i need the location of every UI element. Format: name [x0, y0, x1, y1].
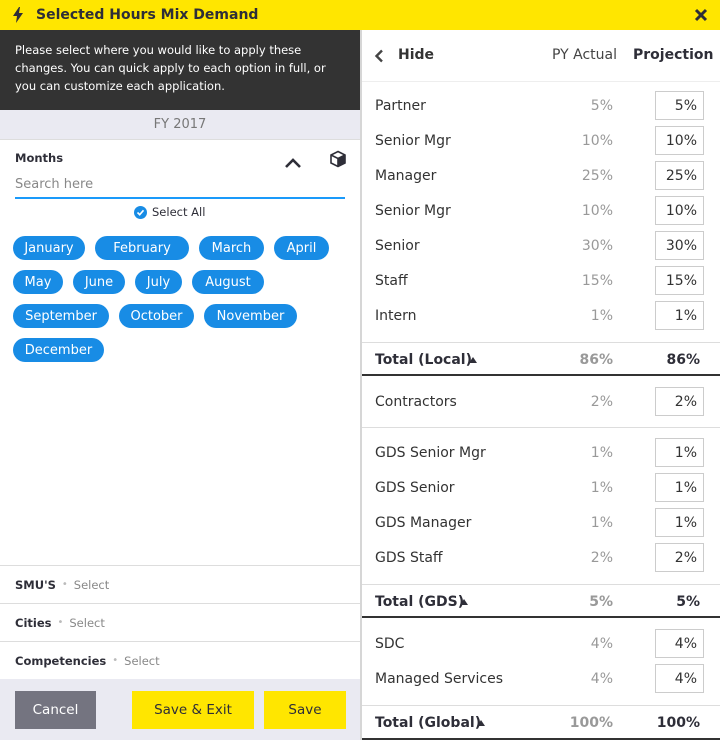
table-row [362, 435, 720, 470]
action-bar [0, 679, 360, 740]
month-chip[interactable]: April [274, 236, 329, 260]
row-label: Staff [375, 273, 408, 289]
table-row [362, 158, 720, 193]
py-actual-value: 30% [581, 238, 613, 254]
projection-input[interactable]: 30% [655, 231, 704, 260]
row-label: Partner [375, 98, 426, 114]
projection-input[interactable]: 25% [655, 161, 704, 190]
fiscal-year-label: FY 2017 [153, 117, 207, 132]
close-icon[interactable] [692, 6, 710, 24]
row-label: Manager [375, 168, 437, 184]
py-actual-value: 10% [581, 203, 613, 219]
projection-input[interactable]: 4% [655, 629, 704, 658]
save-exit-button[interactable]: Save & Exit [132, 691, 254, 729]
chevron-up-icon[interactable] [284, 154, 302, 173]
projection-input[interactable]: 5% [655, 91, 704, 120]
filter-label: SMU'S [15, 577, 56, 592]
lightning-icon [0, 7, 36, 23]
total-projection-value: 5% [676, 594, 700, 610]
table-row [362, 193, 720, 228]
chevron-left-icon[interactable] [374, 48, 384, 67]
dialog-header [0, 0, 720, 30]
filter-value: Select [73, 577, 110, 592]
month-chip[interactable]: August [192, 270, 264, 294]
cancel-button[interactable]: Cancel [15, 691, 96, 729]
section-divider [362, 427, 720, 428]
projection-input[interactable]: 10% [655, 126, 704, 155]
table-row [362, 470, 720, 505]
search-input[interactable] [15, 172, 345, 199]
table-row [362, 123, 720, 158]
row-label: GDS Senior Mgr [375, 445, 486, 461]
total-label: Total (Local) [375, 352, 473, 368]
table-row [362, 298, 720, 333]
table-row [362, 384, 720, 419]
projection-input[interactable]: 1% [655, 508, 704, 537]
month-chip[interactable]: June [73, 270, 125, 294]
cube-icon[interactable] [329, 150, 347, 172]
projection-input[interactable]: 1% [655, 438, 704, 467]
total-label: Total (GDS) [375, 594, 465, 610]
py-actual-value: 1% [590, 515, 613, 531]
row-label: GDS Senior [375, 480, 455, 496]
month-chip[interactable]: November [204, 304, 297, 328]
row-label: Intern [375, 308, 417, 324]
save-button[interactable]: Save [264, 691, 346, 729]
row-label: Managed Services [375, 671, 503, 687]
months-header [0, 140, 360, 172]
filter-label: Competencies [15, 653, 107, 668]
row-label: Contractors [375, 394, 457, 410]
caret-up-icon [460, 599, 468, 605]
filter-smus[interactable]: SMU'S • Select [0, 565, 360, 603]
filter-label: Cities [15, 615, 52, 630]
total-label: Total (Global) [375, 715, 482, 731]
py-actual-value: 4% [590, 671, 613, 687]
row-label: GDS Staff [375, 550, 443, 566]
filter-value: Select [124, 653, 160, 668]
hide-button[interactable]: Hide [398, 47, 435, 63]
months-label: Months [15, 151, 64, 165]
table-row [362, 626, 720, 661]
month-chip[interactable]: March [199, 236, 264, 260]
projection-panel [362, 30, 720, 740]
fiscal-year-bar [0, 110, 360, 140]
projection-input[interactable]: 4% [655, 664, 704, 693]
table-row [362, 661, 720, 696]
py-actual-value: 25% [581, 168, 613, 184]
table-row [362, 88, 720, 123]
month-chip[interactable]: January [13, 236, 85, 260]
table-row [362, 505, 720, 540]
projection-input[interactable]: 10% [655, 196, 704, 225]
projection-input[interactable]: 2% [655, 387, 704, 416]
py-actual-value: 5% [590, 98, 613, 114]
month-chip[interactable]: July [135, 270, 182, 294]
py-actual-value: 10% [581, 133, 613, 149]
row-label: Senior Mgr [375, 203, 451, 219]
select-all-label: Select All [152, 205, 206, 219]
py-actual-value: 15% [581, 273, 613, 289]
caret-up-icon [477, 720, 485, 726]
total-projection-value: 100% [656, 715, 700, 731]
total-global-row[interactable] [362, 705, 720, 740]
row-label: Senior [375, 238, 420, 254]
month-chip[interactable]: December [13, 338, 104, 362]
filter-cities[interactable]: Cities • Select [0, 603, 360, 641]
projection-input[interactable]: 1% [655, 473, 704, 502]
month-chip[interactable]: February [95, 236, 189, 260]
py-actual-value: 1% [590, 445, 613, 461]
py-actual-value: 2% [590, 394, 613, 410]
py-actual-value: 4% [590, 636, 613, 652]
table-row [362, 228, 720, 263]
row-label: SDC [375, 636, 405, 652]
dialog-title: Selected Hours Mix Demand [36, 7, 259, 23]
py-actual-value: 1% [590, 480, 613, 496]
month-chip[interactable]: October [119, 304, 194, 328]
month-chip[interactable]: September [13, 304, 109, 328]
py-actual-value: 2% [590, 550, 613, 566]
row-label: Senior Mgr [375, 133, 451, 149]
total-gds-row[interactable] [362, 584, 720, 618]
month-chip[interactable]: May [13, 270, 63, 294]
py-actual-header: PY Actual [552, 47, 617, 63]
total-local-row[interactable] [362, 342, 720, 376]
caret-up-icon [469, 357, 477, 363]
info-text: Please select where you would like to apply these changes. You can quick apply to each option in full, or you can customize each application. [0, 30, 360, 110]
projection-input[interactable]: 1% [655, 301, 704, 330]
filter-competencies[interactable]: Competencies • Select [0, 641, 360, 679]
projection-header-label: Projection [633, 47, 714, 63]
py-actual-value: 1% [590, 308, 613, 324]
table-row [362, 263, 720, 298]
total-py-value: 100% [569, 715, 613, 731]
row-label: GDS Manager [375, 515, 472, 531]
total-py-value: 86% [579, 352, 613, 368]
projection-header [362, 30, 720, 82]
select-all-checkbox[interactable] [134, 205, 205, 219]
check-circle-icon [134, 206, 147, 219]
filter-value: Select [69, 615, 105, 630]
projection-input[interactable]: 15% [655, 266, 704, 295]
total-py-value: 5% [589, 594, 613, 610]
total-projection-value: 86% [666, 352, 700, 368]
table-row [362, 540, 720, 575]
projection-input[interactable]: 2% [655, 543, 704, 572]
